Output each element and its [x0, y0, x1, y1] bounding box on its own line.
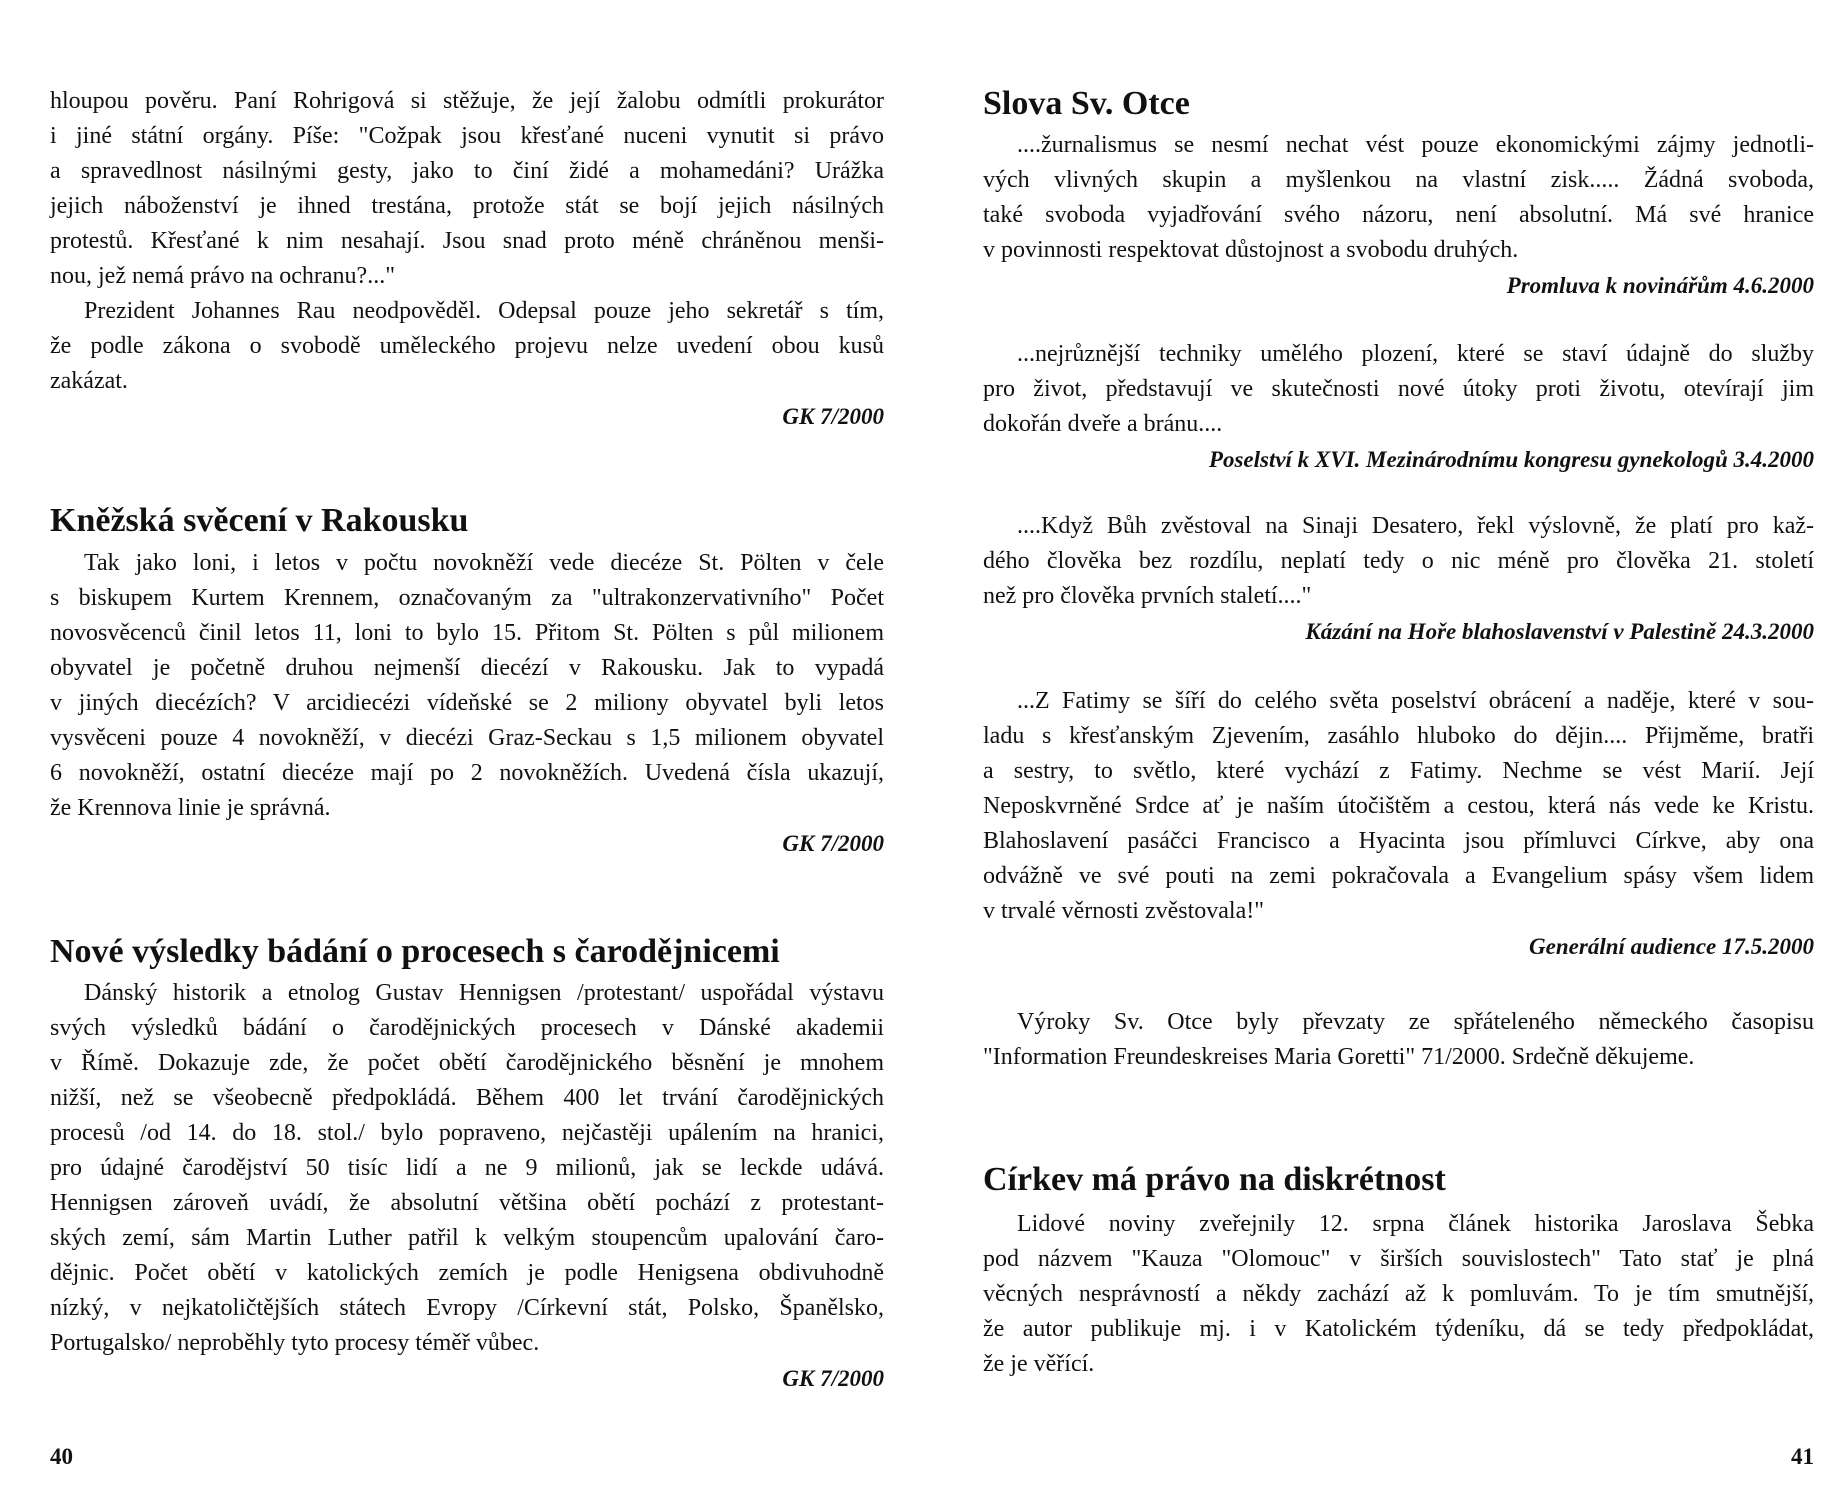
- text-line: dějnic. Počet obětí v katolických zemích je podle Henigsena obdivuhodně: [50, 1260, 884, 1286]
- source-citation: GK 7/2000: [782, 404, 884, 429]
- text-line: ských zemí, sám Martin Luther patřil k velkým stoupencům upalování čaro-: [50, 1225, 884, 1251]
- text-line: vysvěceni pouze 4 novokněží, v diecézi Graz-Seckau s 1,5 milionem obyvatel: [50, 725, 884, 751]
- text-line: pro údajné čarodějství 50 tisíc lidí a ne 9 milionů, jak se leckde udává.: [50, 1155, 884, 1181]
- text-line: dého člověka bez rozdílu, neplatí tedy o nic méně pro člověka 21. století: [983, 548, 1814, 574]
- text-line: pro život, představují ve skutečnosti nové útoky proti životu, otevírají jim: [983, 376, 1814, 402]
- text-line: Dánský historik a etnolog Gustav Hennigsen /protestant/ uspořádal výstavu: [84, 980, 884, 1006]
- article-body: [50, 976, 884, 1396]
- article-heading: Nové výsledky bádání o procesech s čarodějnicemi: [50, 933, 780, 970]
- text-line: než pro člověka prvních staletí....": [983, 583, 1312, 609]
- text-line: Hennigsen zároveň uvádí, že absolutní většina obětí pochází z protestant-: [50, 1190, 884, 1216]
- text-line: v trvalé věrnosti zvěstovala!": [983, 898, 1265, 924]
- source-citation: Poselství k XVI. Mezinárodnímu kongresu gynekologů 3.4.2000: [1208, 447, 1814, 472]
- source-citation: Promluva k novinářům 4.6.2000: [1506, 273, 1814, 298]
- text-line: vých vlivných skupin a myšlenkou na vlastní zisk..... Žádná svoboda,: [983, 167, 1814, 193]
- page-number: 40: [50, 1444, 73, 1469]
- article-heading: Kněžská svěcení v Rakousku: [50, 502, 469, 539]
- text-line: Výroky Sv. Otce byly převzaty ze spřáteleného německého časopisu: [1017, 1009, 1814, 1035]
- text-line: ladu s křesťanským Zjevením, zasáhlo hluboko do dějin.... Přijměme, bratři: [983, 723, 1814, 749]
- text-line: Tak jako loni, i letos v počtu novokněží vede diecéze St. Pölten v čele: [84, 550, 884, 576]
- text-line: svých výsledků bádání o čarodějnických procesech v Dánské akademii: [50, 1015, 884, 1041]
- text-line: a spravedlnost násilnými gesty, jako to činí židé a mohamedáni? Urážka: [50, 158, 884, 184]
- source-citation: Generální audience 17.5.2000: [1529, 934, 1814, 959]
- text-line: s biskupem Kurtem Krennem, označovaným za "ultrakonzervativního" Počet: [50, 585, 884, 611]
- article-body: [50, 84, 884, 434]
- text-line: Lidové noviny zveřejnily 12. srpna článek historika Jaroslava Šebka: [1017, 1211, 1814, 1237]
- text-line: Blahoslavení pasáčci Francisco a Hyacinta jsou přímluvci Církve, aby ona: [983, 828, 1814, 854]
- text-line: Prezident Johannes Rau neodpověděl. Odepsal pouze jeho sekretář s tím,: [84, 298, 884, 324]
- text-line: odvážně ve své pouti na zemi pokračovala a Evangelium spásy všem lidem: [983, 863, 1814, 889]
- text-line: věcných nesprávností a někdy zachází až k pomluvám. To je tím smutnější,: [983, 1281, 1814, 1307]
- text-line: zakázat.: [50, 368, 128, 394]
- article-heading: Slova Sv. Otce: [983, 85, 1190, 122]
- text-line: pod názvem "Kauza "Olomouc" v širších souvislostech" Tato stať je plná: [983, 1246, 1814, 1272]
- source-citation: Kázání na Hoře blahoslavenství v Palestině 24.3.2000: [1305, 619, 1814, 644]
- text-line: a sestry, to světlo, které vychází z Fatimy. Nechme se vést Marií. Její: [983, 758, 1814, 784]
- text-line: protestů. Křesťané k nim nesahají. Jsou snad proto méně chráněnou menši-: [50, 228, 884, 254]
- text-line: procesů /od 14. do 18. stol./ bylo popraveno, nejčastěji upálením na hranici,: [50, 1120, 884, 1146]
- text-line: také svoboda vyjadřování svého názoru, není absolutní. Má své hranice: [983, 202, 1814, 228]
- text-line: že je věřící.: [983, 1351, 1095, 1377]
- text-line: nízký, v nejkatoličtějších státech Evropy /Církevní stát, Polsko, Španělsko,: [50, 1295, 884, 1321]
- text-line: ...Z Fatimy se šíří do celého světa poselství obrácení a naděje, které v sou-: [1017, 688, 1814, 714]
- article-heading: Církev má právo na diskrétnost: [983, 1161, 1446, 1198]
- text-line: Neposkvrněné Srdce ať je naším útočištěm a cestou, která nás vede ke Kristu.: [983, 793, 1814, 819]
- text-line: v Římě. Dokazuje zde, že počet obětí čarodějnického běsnění je mnohem: [50, 1050, 884, 1076]
- text-line: ...nejrůznější techniky umělého plození, které se staví údajně do služby: [1017, 341, 1814, 367]
- text-line: že autor publikuje mj. i v Katolickém týdeníku, dá se tedy předpokládat,: [983, 1316, 1814, 1342]
- text-line: nou, jež nemá právo na ochranu?...": [50, 263, 395, 289]
- page-number: 41: [1791, 1444, 1814, 1469]
- article-body: [50, 546, 884, 861]
- text-line: že podle zákona o svobodě uměleckého projevu nelze uvedení obou kusů: [50, 333, 884, 359]
- article-body: [983, 128, 1814, 303]
- text-line: dokořán dveře a bránu....: [983, 411, 1223, 437]
- text-line: Portugalsko/ neproběhly tyto procesy téměř vůbec.: [50, 1330, 540, 1356]
- article-body: [983, 684, 1814, 964]
- text-line: jejich náboženství je ihned trestána, protože stát se bojí jejich násilných: [50, 193, 884, 219]
- source-citation: GK 7/2000: [782, 831, 884, 856]
- text-line: hloupou pověru. Paní Rohrigová si stěžuje, že její žalobu odmítli prokurátor: [50, 88, 884, 114]
- text-line: že Krennova linie je správná.: [50, 795, 331, 821]
- text-line: 6 novokněží, ostatní diecéze mají po 2 novokněžích. Uvedená čísla ukazují,: [50, 760, 884, 786]
- text-line: novosvěcenců činil letos 11, loni to bylo 15. Přitom St. Pölten s půl milionem: [50, 620, 884, 646]
- article-body: [983, 1005, 1814, 1075]
- text-line: i jiné státní orgány. Píše: "Cožpak jsou křesťané nuceni vynutit si právo: [50, 123, 884, 149]
- article-body: [983, 509, 1814, 649]
- article-body: [983, 337, 1814, 477]
- text-line: "Information Freundeskreises Maria Goretti" 71/2000. Srdečně děkujeme.: [983, 1044, 1695, 1070]
- text-line: ....Když Bůh zvěstoval na Sinaji Desatero, řekl výslovně, že platí pro kaž-: [1017, 513, 1814, 539]
- text-line: v jiných diecézích? V arcidiecézi vídeňské se 2 miliony obyvatel byli letos: [50, 690, 884, 716]
- text-line: obyvatel je početně druhou nejmenší diecézí v Rakousku. Jak to vypadá: [50, 655, 884, 681]
- article-body: [983, 1207, 1814, 1382]
- source-citation: GK 7/2000: [782, 1366, 884, 1391]
- text-line: ....žurnalismus se nesmí nechat vést pouze ekonomickými zájmy jednotli-: [1017, 132, 1814, 158]
- text-line: v povinnosti respektovat důstojnost a svobodu druhých.: [983, 237, 1519, 263]
- text-line: nižší, než se všeobecně předpokládá. Během 400 let trvání čarodějnických: [50, 1085, 884, 1111]
